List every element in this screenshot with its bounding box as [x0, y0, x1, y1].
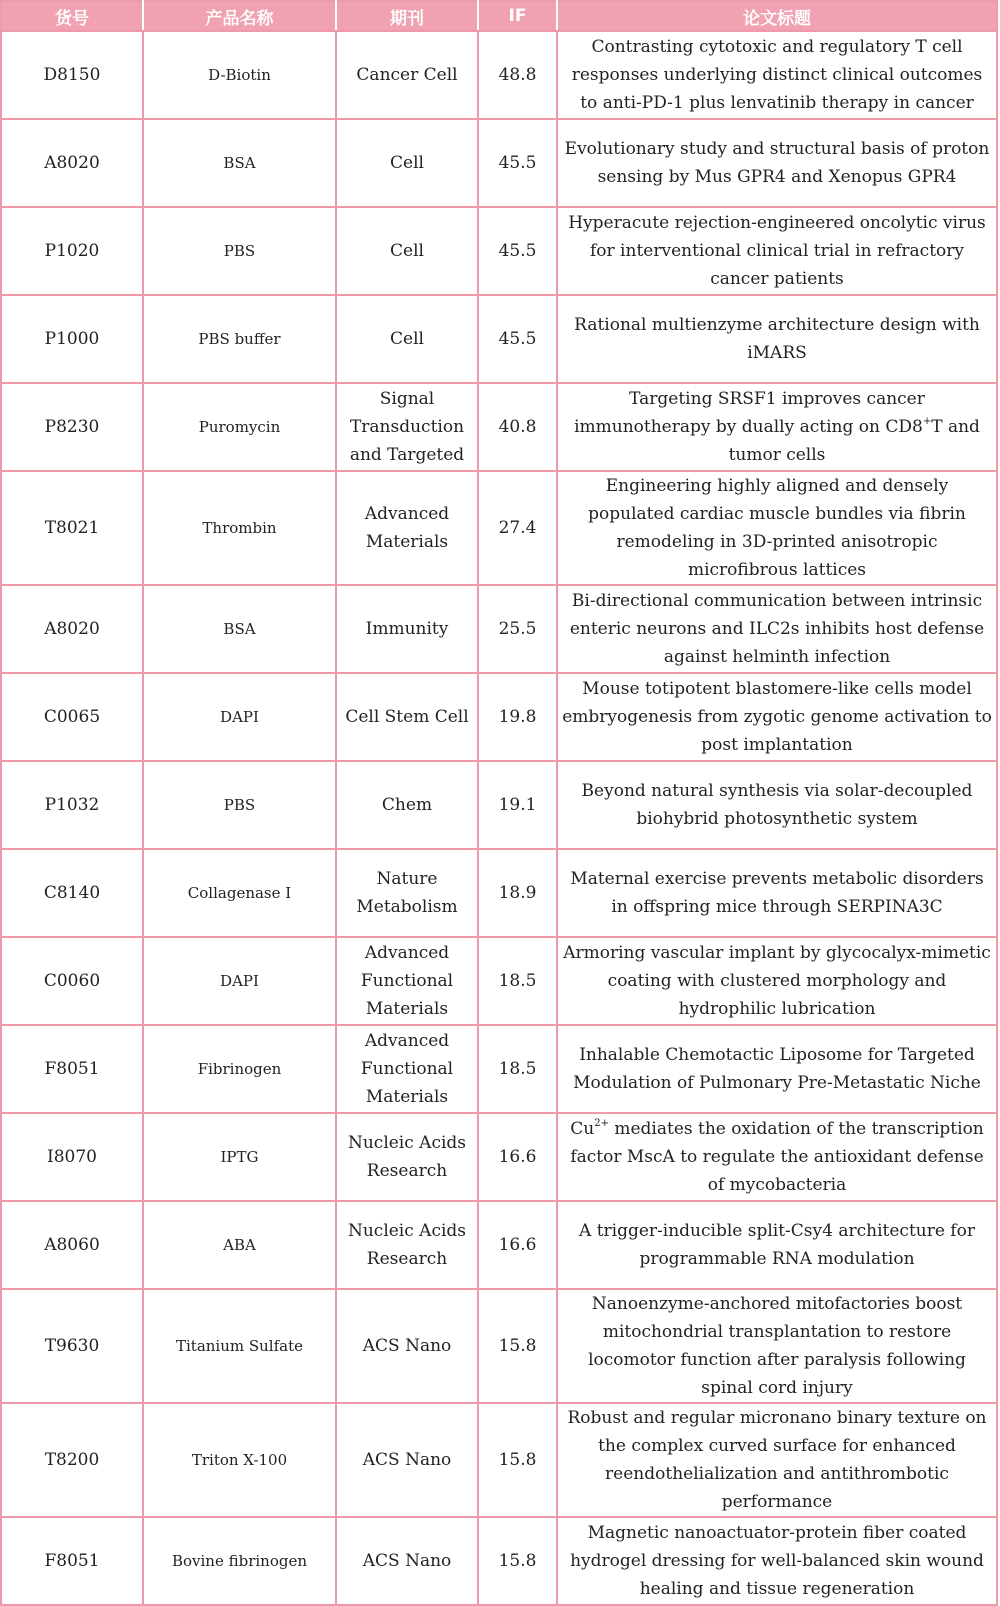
- cell-journal: Cell: [336, 207, 478, 295]
- table-row: [1, 1201, 997, 1289]
- table-row: [1, 1289, 997, 1403]
- cell-sku: D8150: [1, 31, 143, 119]
- cell-sku: A8020: [1, 585, 143, 673]
- cell-paper-title: Engineering highly aligned and densely populated cardiac muscle bundles via fibrin remodeling in 3D-printed anisotropic microfibrous lattices: [557, 471, 997, 585]
- cell-journal: Advanced Functional Materials: [336, 937, 478, 1025]
- cell-product-name: DAPI: [143, 937, 336, 1025]
- cell-paper-title: Robust and regular micronano binary texture on the complex curved surface for enhanced reendothelialization and antithrombotic performance: [557, 1403, 997, 1517]
- table-row: [1, 1113, 997, 1201]
- cell-product-name: PBS: [143, 761, 336, 849]
- cell-paper-title: Armoring vascular implant by glycocalyx-mimetic coating with clustered morphology and hydrophilic lubrication: [557, 937, 997, 1025]
- cell-impact-factor: 15.8: [478, 1289, 557, 1403]
- cell-paper-title: [557, 1113, 997, 1201]
- cell-impact-factor: 18.9: [478, 849, 557, 937]
- cell-impact-factor: 19.1: [478, 761, 557, 849]
- cell-impact-factor: 18.5: [478, 1025, 557, 1113]
- cell-journal: Immunity: [336, 585, 478, 673]
- table-row: [1, 1025, 997, 1113]
- cell-paper-title: Mouse totipotent blastomere-like cells model embryogenesis from zygotic genome activation to post implantation: [557, 673, 997, 761]
- column-header-impact-factor: IF: [478, 1, 557, 31]
- cell-paper-title: Rational multienzyme architecture design with iMARS: [557, 295, 997, 383]
- cell-product-name: Bovine fibrinogen: [143, 1517, 336, 1605]
- cell-sku: A8060: [1, 1201, 143, 1289]
- cell-product-name: BSA: [143, 585, 336, 673]
- title-text-pre: Cu: [570, 1119, 595, 1139]
- cell-impact-factor: 25.5: [478, 585, 557, 673]
- cell-impact-factor: 15.8: [478, 1517, 557, 1605]
- table-body: [1, 31, 997, 1605]
- cell-sku: P1020: [1, 207, 143, 295]
- title-text-post: T and tumor cells: [728, 417, 980, 465]
- table-row: [1, 471, 997, 585]
- table-row: [1, 673, 997, 761]
- cell-product-name: Puromycin: [143, 383, 336, 471]
- cell-sku: C0060: [1, 937, 143, 1025]
- cell-journal: ACS Nano: [336, 1403, 478, 1517]
- cell-paper-title: Evolutionary study and structural basis of proton sensing by Mus GPR4 and Xenopus GPR4: [557, 119, 997, 207]
- table-row: [1, 1403, 997, 1517]
- cell-product-name: ABA: [143, 1201, 336, 1289]
- cell-sku: T8200: [1, 1403, 143, 1517]
- cell-product-name: IPTG: [143, 1113, 336, 1201]
- cell-paper-title: A trigger-inducible split-Csy4 architecture for programmable RNA modulation: [557, 1201, 997, 1289]
- cell-sku: I8070: [1, 1113, 143, 1201]
- cell-impact-factor: 18.5: [478, 937, 557, 1025]
- table-row: [1, 585, 997, 673]
- column-header-product: 产品名称: [143, 1, 336, 31]
- cell-sku: T9630: [1, 1289, 143, 1403]
- cell-paper-title: Hyperacute rejection-engineered oncolytic virus for interventional clinical trial in refractory cancer patients: [557, 207, 997, 295]
- cell-impact-factor: 16.6: [478, 1201, 557, 1289]
- column-header-sku: 货号: [1, 1, 143, 31]
- cell-impact-factor: 45.5: [478, 119, 557, 207]
- cell-sku: F8051: [1, 1025, 143, 1113]
- cell-paper-title: Maternal exercise prevents metabolic disorders in offspring mice through SERPINA3C: [557, 849, 997, 937]
- table-row: [1, 849, 997, 937]
- cell-impact-factor: 27.4: [478, 471, 557, 585]
- title-superscript: +: [922, 416, 932, 427]
- cell-impact-factor: 45.5: [478, 207, 557, 295]
- cell-sku: T8021: [1, 471, 143, 585]
- cell-product-name: Fibrinogen: [143, 1025, 336, 1113]
- title-superscript: 2+: [594, 1118, 609, 1129]
- cell-paper-title: Beyond natural synthesis via solar-decoupled biohybrid photosynthetic system: [557, 761, 997, 849]
- table-header: [1, 1, 997, 31]
- cell-journal: Cell Stem Cell: [336, 673, 478, 761]
- cell-product-name: DAPI: [143, 673, 336, 761]
- cell-product-name: D-Biotin: [143, 31, 336, 119]
- cell-sku: P1032: [1, 761, 143, 849]
- cell-product-name: Titanium Sulfate: [143, 1289, 336, 1403]
- cell-impact-factor: 19.8: [478, 673, 557, 761]
- cell-impact-factor: 15.8: [478, 1403, 557, 1517]
- cell-impact-factor: 16.6: [478, 1113, 557, 1201]
- cell-sku: C8140: [1, 849, 143, 937]
- header-row: [1, 1, 997, 31]
- cell-sku: P1000: [1, 295, 143, 383]
- cell-journal: Cell: [336, 119, 478, 207]
- cell-paper-title: Inhalable Chemotactic Liposome for Targeted Modulation of Pulmonary Pre-Metastatic Niche: [557, 1025, 997, 1113]
- cell-journal: Advanced Materials: [336, 471, 478, 585]
- cell-paper-title: Nanoenzyme-anchored mitofactories boost mitochondrial transplantation to restore locomotor function after paralysis following spinal cord injury: [557, 1289, 997, 1403]
- cell-impact-factor: 40.8: [478, 383, 557, 471]
- cell-product-name: BSA: [143, 119, 336, 207]
- column-header-title: 论文标题: [557, 1, 997, 31]
- title-text-post: mediates the oxidation of the transcription factor MscA to regulate the antioxidant defense of mycobacteria: [570, 1119, 984, 1195]
- cell-journal: Nature Metabolism: [336, 849, 478, 937]
- table-row: [1, 295, 997, 383]
- cell-journal: Signal Transduction and Targeted: [336, 383, 478, 471]
- table-row: [1, 1517, 997, 1605]
- cell-journal: Advanced Functional Materials: [336, 1025, 478, 1113]
- table-row: [1, 383, 997, 471]
- cell-impact-factor: 48.8: [478, 31, 557, 119]
- cell-paper-title: Bi-directional communication between intrinsic enteric neurons and ILC2s inhibits host defense against helminth infection: [557, 585, 997, 673]
- column-header-journal: 期刊: [336, 1, 478, 31]
- title-text-pre: Targeting SRSF1 improves cancer immunotherapy by dually acting on CD8: [574, 389, 925, 437]
- cell-sku: F8051: [1, 1517, 143, 1605]
- cell-journal: ACS Nano: [336, 1289, 478, 1403]
- cell-journal: Cell: [336, 295, 478, 383]
- cell-journal: Nucleic Acids Research: [336, 1113, 478, 1201]
- cell-paper-title: Contrasting cytotoxic and regulatory T cell responses underlying distinct clinical outcomes to anti-PD-1 plus lenvatinib therapy in cancer: [557, 31, 997, 119]
- cell-sku: A8020: [1, 119, 143, 207]
- table-row: [1, 937, 997, 1025]
- cell-journal: Chem: [336, 761, 478, 849]
- cell-paper-title: [557, 383, 997, 471]
- table-row: [1, 761, 997, 849]
- cell-sku: C0065: [1, 673, 143, 761]
- cell-product-name: PBS buffer: [143, 295, 336, 383]
- cell-product-name: PBS: [143, 207, 336, 295]
- cell-product-name: Collagenase I: [143, 849, 336, 937]
- cell-journal: Cancer Cell: [336, 31, 478, 119]
- cell-product-name: Thrombin: [143, 471, 336, 585]
- table-row: [1, 119, 997, 207]
- cell-sku: P8230: [1, 383, 143, 471]
- cell-paper-title: Magnetic nanoactuator-protein fiber coated hydrogel dressing for well-balanced skin wound healing and tissue regeneration: [557, 1517, 997, 1605]
- table-row: [1, 31, 997, 119]
- table-row: [1, 207, 997, 295]
- cell-product-name: Triton X-100: [143, 1403, 336, 1517]
- cell-impact-factor: 45.5: [478, 295, 557, 383]
- cell-journal: Nucleic Acids Research: [336, 1201, 478, 1289]
- cell-journal: ACS Nano: [336, 1517, 478, 1605]
